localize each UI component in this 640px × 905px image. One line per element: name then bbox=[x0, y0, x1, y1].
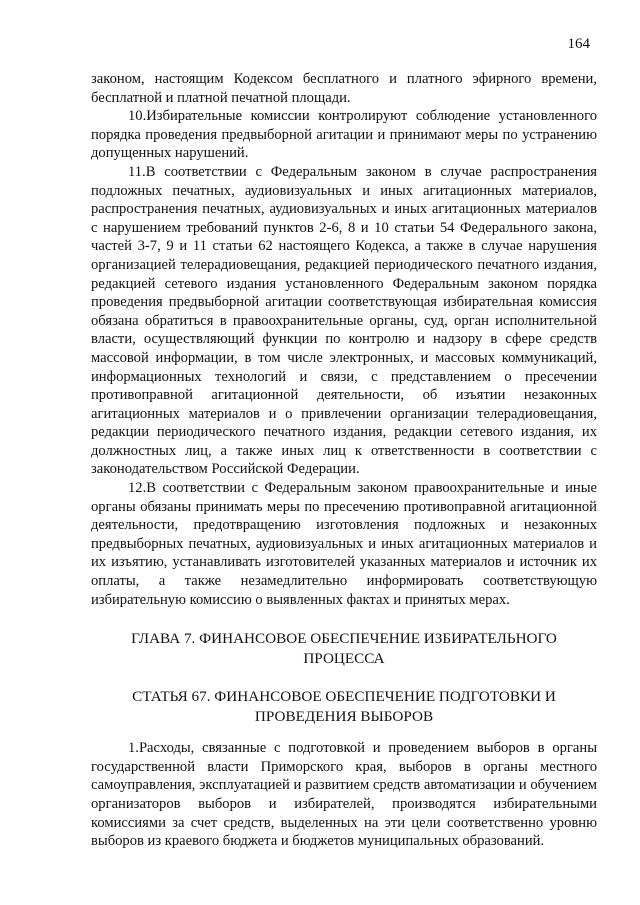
paragraph-continuation: законом, настоящим Кодексом бесплатного и платного эфирного времени, бесплатной и платной печатной площади. bbox=[91, 71, 597, 106]
page-number: 164 bbox=[567, 36, 590, 52]
spacer bbox=[91, 669, 597, 687]
paragraph-11: 11.В соответствии с Федеральным законом в случае распространения подложных печатных, аудиовизуальных и иных агитационных материалов, распространения печатных, аудиовизуальных и иных агитационных материалов с нарушением требований пунктов 2-6, 8 и 10 статьи 54 Федерального закона, частей 3-7, 9 и 11 статьи 62 настоящего Кодекса, а также в случае нарушения организацией телерадиовещания, редакцией периодического печатного издания, редакцией сетевого издания установленного Федеральным законом порядка проведения предвыборной агитации соответствующая избирательная комиссия обязана обратиться в правоохранительные органы, суд, орган исполнительной власти, осуществляющий функции по контролю и надзору в сфере средств массовой информации, в том числе электронных, и массовых коммуникаций, информационных технологий и связи, с представлением о пресечении противоправной агитационной деятельности, об изъятии незаконных агитационных материалов и о привлечении организации телерадиовещания, редакции периодического печатного издания, редакции сетевого издания, их должностных лиц, а также иных лиц к ответственности в соответствии с законодательством Российской Федерации. bbox=[91, 163, 597, 478]
paragraph-10: 10.Избирательные комиссии контролируют соблюдение установленного порядка проведения предвыборной агитации и принимают меры по устранению допущенных нарушений. bbox=[91, 108, 597, 162]
chapter-heading-line-1: ГЛАВА 7. ФИНАНСОВОЕ ОБЕСПЕЧЕНИЕ ИЗБИРАТЕЛЬНОГО bbox=[131, 630, 557, 648]
spacer bbox=[91, 727, 597, 739]
chapter-heading-line-2: ПРОЦЕССА bbox=[303, 650, 385, 668]
document-body bbox=[91, 70, 597, 851]
paragraph-12: 12.В соответствии с Федеральным законом правоохранительные и иные органы обязаны принимать меры по пресечению противоправной агитационной деятельности, предотвращению изготовления подложных и незаконных предвыборных печатных, аудиовизуальных и иных агитационных материалов и их изъятию, устанавливать изготовителей указанных материалов и источник их оплаты, а также незамедлительно информировать соответствующую избирательную комиссию о выявленных фактах и принятых мерах. bbox=[91, 480, 597, 608]
spacer bbox=[91, 609, 597, 629]
article-heading-line-2: ПРОВЕДЕНИЯ ВЫБОРОВ bbox=[254, 708, 434, 726]
article-heading bbox=[91, 687, 597, 727]
article-heading-line-1: СТАТЬЯ 67. ФИНАНСОВОЕ ОБЕСПЕЧЕНИЕ ПОДГОТОВКИ И bbox=[132, 688, 556, 706]
paragraph-article-67-1: 1.Расходы, связанные с подготовкой и проведением выборов в органы государственной власти Приморского края, выборов в органы местного самоуправления, эксплуатацией и развитием средств автоматизации и обучением организаторов выборов и избирателей, производятся избирательными комиссиями за счет средств, выделенных на эти цели соответственно уровню выборов из краевого бюджета и бюджетов муниципальных образований. bbox=[91, 740, 597, 850]
chapter-heading bbox=[91, 629, 597, 669]
